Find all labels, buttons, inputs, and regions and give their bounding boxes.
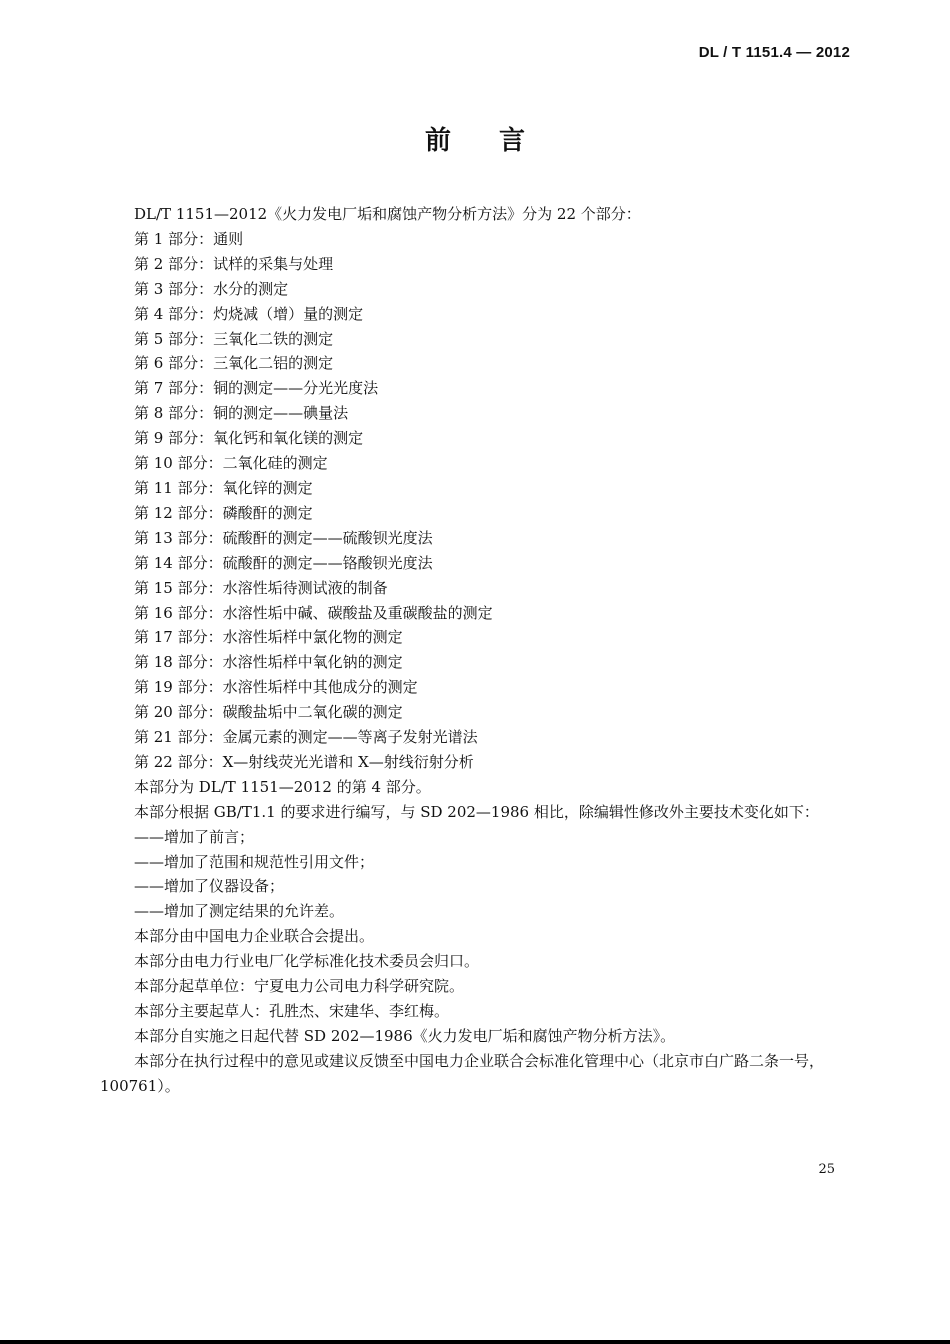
part-list-item: 第 3 部分：水分的测定 xyxy=(134,279,289,298)
change-list-item: ——增加了测定结果的允许差。 xyxy=(134,902,345,921)
title-char-2: 言 xyxy=(499,126,526,156)
part-list-item: 第 6 部分：三氧化二铝的测定 xyxy=(134,354,334,373)
part-list-item: 第 19 部分：水溶性垢样中其他成分的测定 xyxy=(134,678,418,697)
part-list-item: 第 12 部分：磷酸酐的测定 xyxy=(134,503,313,522)
part-list-item: 第 2 部分：试样的采集与处理 xyxy=(134,254,334,273)
drafters-line: 本部分主要起草人：孔胜杰、宋建华、李红梅。 xyxy=(134,1002,450,1020)
change-list-item: ——增加了仪器设备； xyxy=(134,877,285,896)
part-list-item: 第 10 部分：二氧化硅的测定 xyxy=(134,454,328,473)
part-list-item: 第 8 部分：铜的测定——碘量法 xyxy=(134,404,349,423)
foreword-body xyxy=(100,202,852,1099)
part-list-item: 第 4 部分：灼烧减（增）量的测定 xyxy=(134,304,364,323)
part-list-item: 第 11 部分：氧化锌的测定 xyxy=(134,478,313,497)
part-list-item: 第 17 部分：水溶性垢样中氯化物的测定 xyxy=(134,628,403,647)
replaces-line: 本部分自实施之日起代替 SD 202—1986《火力发电厂垢和腐蚀产物分析方法》。 xyxy=(134,1026,676,1045)
part-list-item: 第 7 部分：铜的测定——分光光度法 xyxy=(134,379,379,398)
page-number: 25 xyxy=(818,1162,835,1177)
statement-changes-line: 本部分根据 GB/T1.1 的要求进行编写，与 SD 202—1986 相比，除编辑性修改外主要技术变化如下： xyxy=(134,802,819,821)
intro-line: DL/T 1151—2012《火力发电厂垢和腐蚀产物分析方法》分为 22 个部分： xyxy=(134,205,641,223)
part-list-item: 第 5 部分：三氧化二铁的测定 xyxy=(134,329,334,348)
proposed-by-line: 本部分由中国电力企业联合会提出。 xyxy=(134,927,375,946)
statement-part-line: 本部分为 DL/T 1151—2012 的第 4 部分。 xyxy=(134,777,431,796)
standard-code-header: DL / T 1151.4 — 2012 xyxy=(698,44,850,61)
title-char-1: 前 xyxy=(424,126,451,156)
part-list-item: 第 22 部分：X—射线荧光光谱和 X—射线衍射分析 xyxy=(134,752,474,771)
page-bottom-border xyxy=(0,1340,950,1344)
part-list-item: 第 21 部分：金属元素的测定——等离子发射光谱法 xyxy=(134,728,478,747)
drafting-unit-line: 本部分起草单位：宁夏电力公司电力科学研究院。 xyxy=(134,977,465,996)
page-title xyxy=(0,120,950,157)
feedback-paragraph: 本部分在执行过程中的意见或建议反馈至中国电力企业联合会标准化管理中心（北京市白广路二条一号，100761）。 xyxy=(100,1051,825,1095)
part-list-item: 第 1 部分：通则 xyxy=(134,229,244,248)
part-list-item: 第 14 部分：硫酸酐的测定——铬酸钡光度法 xyxy=(134,553,433,572)
centralized-by-line: 本部分由电力行业电厂化学标准化技术委员会归口。 xyxy=(134,952,480,971)
part-list-item: 第 16 部分：水溶性垢中碱、碳酸盐及重碳酸盐的测定 xyxy=(134,603,493,622)
change-list-item: ——增加了范围和规范性引用文件； xyxy=(134,852,375,871)
part-list-item: 第 18 部分：水溶性垢样中氧化钠的测定 xyxy=(134,653,403,672)
part-list-item: 第 13 部分：硫酸酐的测定——硫酸钡光度法 xyxy=(134,528,433,547)
change-list-item: ——增加了前言； xyxy=(134,827,255,846)
part-list-item: 第 20 部分：碳酸盐垢中二氧化碳的测定 xyxy=(134,703,403,722)
part-list-item: 第 15 部分：水溶性垢待测试液的制备 xyxy=(134,578,388,597)
part-list-item: 第 9 部分：氧化钙和氧化镁的测定 xyxy=(134,429,364,448)
